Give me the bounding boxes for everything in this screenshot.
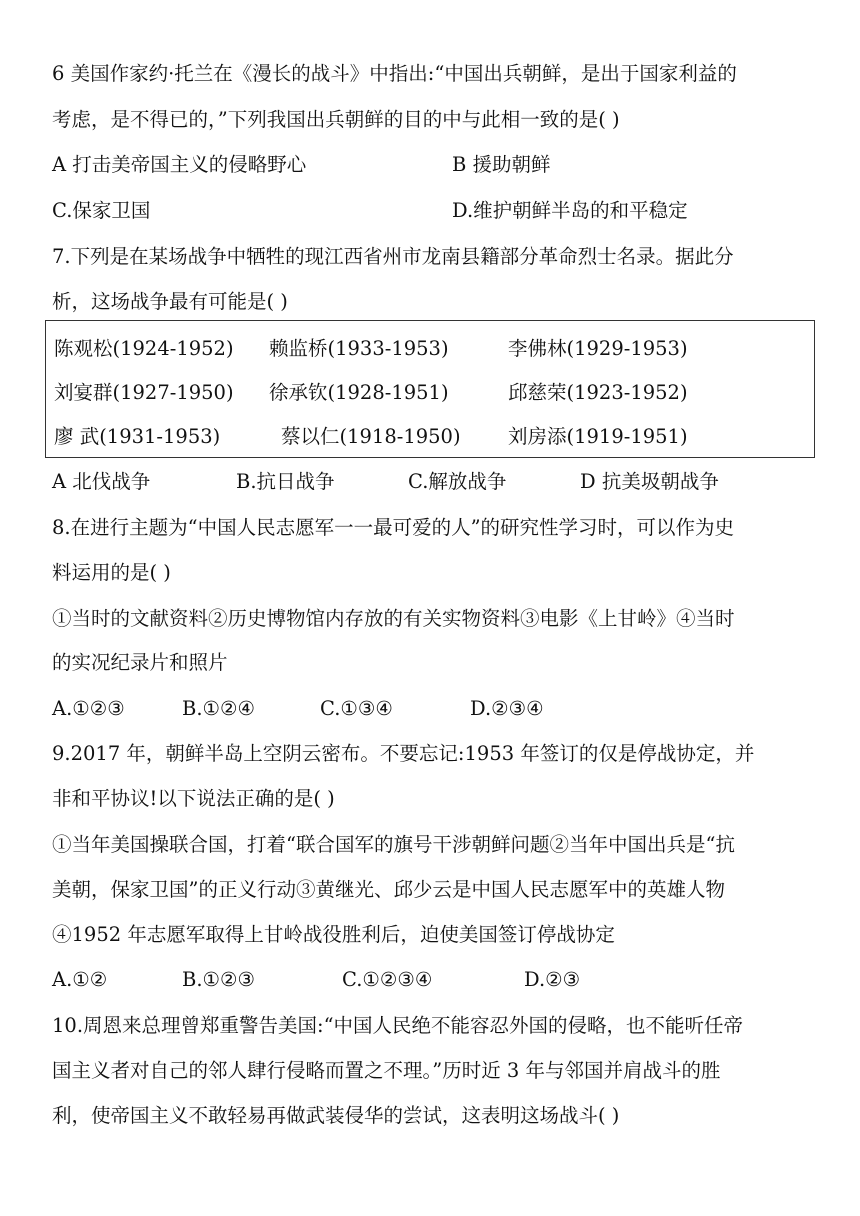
q9-stem-line-4: 美朝，保家卫国”的正义行动③黄继光、邱少云是中国人民志愿军中的英雄人物: [52, 878, 725, 901]
q8-option-c: C.①③④: [320, 697, 393, 720]
martyr-name-cell: 刘宴群(1927-1950): [54, 381, 234, 404]
q7-option-a: A 北伐战争: [52, 470, 151, 493]
martyr-name-cell: 廖 武(1931-1953): [54, 425, 221, 448]
q7-option-d: D 抗美圾朝战争: [580, 470, 719, 493]
q10-stem-line-2: 国主义者对自己的邻人肆行侵略而置之不理。”历时近 3 年与邻国并肩战斗的胜: [52, 1059, 721, 1082]
martyr-list-table: [45, 320, 815, 458]
martyr-name-cell: 陈观松(1924-1952): [54, 337, 234, 360]
q9-option-d: D.②③: [524, 968, 581, 991]
q10-stem-line-3: 利，使帝国主义不敢轻易再做武装侵华的尝试，这表明这场战斗( ): [52, 1104, 620, 1127]
martyr-name-cell: 刘房添(1919-1951): [508, 425, 688, 448]
q9-option-b: B.①②③: [182, 968, 255, 991]
martyr-name-cell: 蔡以仁(1918-1950): [281, 425, 461, 448]
q6-option-c: C.保家卫国: [52, 199, 151, 222]
q6-option-b: B 援助朝鲜: [452, 153, 551, 176]
q8-stem-line-1: 8.在进行主题为“中国人民志愿军一一最可爱的人”的研究性学习时，可以作为史: [52, 516, 735, 539]
q8-stem-line-3: ①当时的文献资料②历史博物馆内存放的有关实物资料③电影《上甘岭》④当时: [52, 607, 735, 630]
q8-option-b: B.①②④: [182, 697, 255, 720]
q8-option-a: A.①②③: [52, 697, 125, 720]
q9-stem-line-3: ①当年美国操联合国，打着“联合国军的旗号干涉朝鲜问题②当年中国出兵是“抗: [52, 833, 735, 856]
q6-option-d: D.维护朝鲜半岛的和平稳定: [452, 199, 688, 222]
q10-stem-line-1: 10.周恩来总理曾郑重警告美国:“中国人民绝不能容忍外国的侵略，也不能听任帝: [52, 1014, 744, 1037]
q8-stem-line-4: 的实况纪录片和照片: [52, 651, 228, 674]
q8-stem-line-2: 料运用的是( ): [52, 561, 171, 584]
q6-stem-line-1: 6 美国作家约·托兰在《漫长的战斗》中指出:“中国出兵朝鲜，是出于国家利益的: [52, 62, 737, 85]
martyr-name-cell: 徐承钦(1928-1951): [269, 381, 449, 404]
q7-stem-line-2: 析，这场战争最有可能是( ): [52, 290, 288, 313]
q8-option-d: D.②③④: [470, 697, 544, 720]
martyr-name-cell: 邱慈荣(1923-1952): [508, 381, 688, 404]
q7-stem-line-1: 7.下列是在某场战争中牺牲的现江西省州市龙南县籍部分革命烈士名录。据此分: [52, 245, 734, 268]
q7-option-c: C.解放战争: [408, 470, 507, 493]
martyr-name-cell: 赖监桥(1933-1953): [269, 337, 449, 360]
q6-option-a: A 打击美帝国主义的侵略野心: [52, 153, 307, 176]
q9-stem-line-5: ④1952 年志愿军取得上甘岭战役胜利后，迫使美国签订停战协定: [52, 923, 615, 946]
q9-option-a: A.①②: [52, 968, 108, 991]
q9-stem-line-1: 9.2017 年，朝鲜半岛上空阴云密布。不要忘记:1953 年签订的仅是停战协定，并: [52, 742, 755, 765]
q7-option-b: B.抗日战争: [236, 470, 335, 493]
q6-stem-line-2: 考虑，是不得已的，”下列我国出兵朝鲜的目的中与此相一致的是( ): [52, 108, 620, 131]
q9-option-c: C.①②③④: [342, 968, 433, 991]
q9-stem-line-2: 非和平协议!以下说法正确的是( ): [52, 787, 335, 810]
martyr-name-cell: 李佛林(1929-1953): [508, 337, 688, 360]
